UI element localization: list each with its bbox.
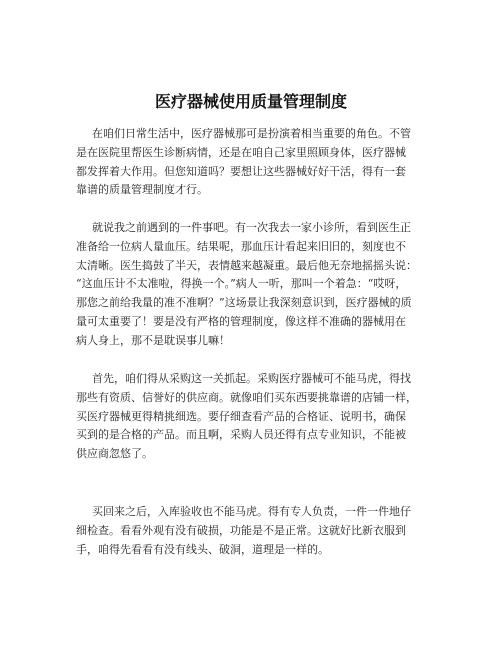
paragraph-line: 买回来之后，入库验收也不能马虎。得有专人负责，一件一件地仔: [92, 505, 411, 518]
paragraph-4: [76, 503, 436, 559]
paragraph-line: “这血压计不太准啦，得换一个。”病人一听，那叫一个着急：“哎呀，: [76, 277, 407, 291]
paragraph-line: 是在医院里帮医生诊断病情，还是在咱自己家里照顾身体，医疗器械: [76, 145, 406, 159]
paragraph-line: 手，咱得先看看有没有线头、破洞，道理是一样的。: [76, 542, 329, 556]
paragraph-line: 买到的是合格的产品。而且啊，采购人员还得有点专业知识，不能被: [76, 428, 406, 442]
paragraph-line: 太清晰。医生捣鼓了半天，表情越来越凝重。最后他无奈地摇摇头说：: [76, 258, 417, 272]
paragraph-line: 靠谱的质量管理制度才行。: [76, 183, 208, 197]
paragraph-line: 那些有资质、信誉好的供应商。就像咱们买东西要挑靠谱的店铺一样，: [76, 390, 417, 404]
paragraph-line: 在咱们日常生活中，医疗器械那可是扮演着相当重要的角色。不管: [92, 127, 411, 140]
paragraph-line: 细检查。看看外观有没有破损，功能是不是正常。这就好比新衣服到: [76, 523, 406, 537]
document-title: 医疗器械使用质量管理制度: [154, 92, 347, 111]
paragraph-line: 就说我之前遇到的一件事吧。有一次我去一家小诊所，看到医生正: [92, 221, 411, 234]
paragraph-line: 那您之前给我量的准不准啊？”这场景让我深刻意识到，医疗器械的质: [76, 296, 412, 310]
paragraph-line: 买医疗器械更得精挑细选。要仔细查看产品的合格证、说明书，确保: [76, 409, 406, 423]
paragraph-line: 准备给一位病人量血压。结果呢，那血压计看起来旧旧的，刻度也不: [76, 239, 406, 253]
paragraph-line: 供应商忽悠了。: [76, 447, 153, 461]
paragraph-line: 量可太重要了！要是没有严格的管理制度，像这样不准确的器械用在: [76, 314, 406, 328]
paragraph-2: [76, 219, 436, 351]
paragraph-line: 都发挥着大作用。但您知道吗？要想让这些器械好好干活，得有一套: [76, 164, 406, 178]
paragraph-1: [76, 125, 436, 200]
paragraph-line: 病人身上，那不是耽误事儿嘛！: [76, 333, 230, 347]
paragraph-line: 首先，咱们得从采购这一关抓起。采购医疗器械可不能马虎，得找: [92, 372, 411, 385]
paragraph-3: [76, 370, 436, 464]
